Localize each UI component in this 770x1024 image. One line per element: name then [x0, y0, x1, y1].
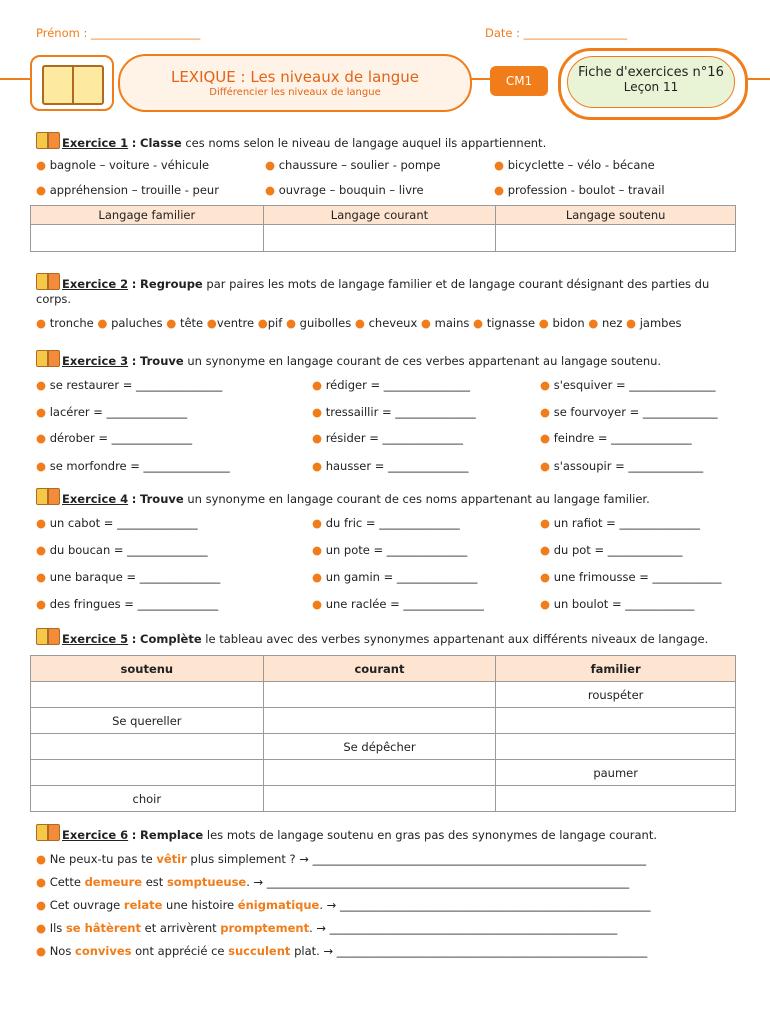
header-line-right — [745, 78, 770, 80]
table-header: Langage courant — [263, 206, 496, 225]
list-item: ● se restaurer = _______________ — [36, 378, 223, 392]
sheet-info-panel — [558, 48, 748, 120]
sentence-item: ● Nos convives ont apprécié ce succulent plat. → ______________________________________________________ — [36, 944, 648, 958]
logo-box — [30, 55, 114, 111]
table-cell[interactable] — [31, 682, 264, 708]
list-item: ● résider = ______________ — [312, 431, 463, 445]
exercise5-table — [30, 655, 736, 812]
table-header: familier — [496, 656, 736, 682]
list-item: ● s'assoupir = _____________ — [540, 459, 704, 473]
list-item: ● une raclée = ______________ — [312, 597, 484, 611]
page-subtitle: Différencier les niveaux de langue — [209, 87, 381, 98]
sentence-item: ● Ils se hâtèrent et arrivèrent promptement. → __________________________________________________ — [36, 921, 618, 935]
answer-line[interactable]: ______________________________________________________ — [339, 898, 651, 912]
list-item: ● tressaillir = ______________ — [312, 405, 476, 419]
list-item: ● du fric = ______________ — [312, 516, 460, 530]
table-cell[interactable] — [496, 786, 736, 812]
list-item: ● appréhension – trouille - peur — [36, 183, 219, 197]
list-item: ● ouvrage – bouquin – livre — [265, 183, 424, 197]
table-cell[interactable] — [496, 734, 736, 760]
list-item: ● bicyclette – vélo - bécane — [494, 158, 655, 172]
prenom-field[interactable]: Prénom : ___________________ — [36, 26, 201, 40]
table-header: soutenu — [31, 656, 264, 682]
table-cell[interactable]: rouspéter — [496, 682, 736, 708]
exercise1-title: Exercice 1 : Classe ces noms selon le niveau de langage auquel ils appartiennent. — [36, 132, 546, 150]
exercise4-title: Exercice 4 : Trouve un synonyme en langage courant de ces noms appartenant au langage familier. — [36, 488, 650, 506]
header-line-mid — [470, 78, 490, 80]
list-item: ● bagnole – voiture - véhicule — [36, 158, 210, 172]
table-cell[interactable]: Se quereller — [31, 708, 264, 734]
table-cell[interactable] — [31, 225, 264, 252]
list-item: ● se fourvoyer = _____________ — [540, 405, 718, 419]
book-icon — [42, 65, 104, 105]
answer-line[interactable]: ______________________________________________________ — [336, 944, 648, 958]
table-cell[interactable] — [263, 760, 496, 786]
table-row — [31, 786, 736, 812]
list-item: ● se morfondre = _______________ — [36, 459, 230, 473]
answer-line[interactable]: __________________________________________________ — [329, 921, 618, 935]
table-cell[interactable] — [31, 734, 264, 760]
page-title: LEXIQUE : Les niveaux de langue — [170, 68, 420, 86]
table-row — [31, 682, 736, 708]
list-item: ● dérober = ______________ — [36, 431, 193, 445]
list-item: ● une frimousse = ____________ — [540, 570, 722, 584]
list-item: ● un gamin = ______________ — [312, 570, 478, 584]
exercise2-title: Exercice 2 : Regroupe par paires les mots de langage familier et de langage courant désignant des parties du — [36, 273, 709, 291]
list-item: ● rédiger = _______________ — [312, 378, 471, 392]
table-header: courant — [263, 656, 496, 682]
list-item: ● du boucan = ______________ — [36, 543, 208, 557]
table-row — [31, 760, 736, 786]
exercise1-table — [30, 205, 736, 252]
sentence-item: ● Cet ouvrage relate une histoire énigmatique. → ______________________________________________________ — [36, 898, 651, 912]
table-row — [31, 734, 736, 760]
exercise5-title: Exercice 5 : Complète le tableau avec des verbes synonymes appartenant aux différents niveaux de langage. — [36, 628, 708, 646]
list-item: ● des fringues = ______________ — [36, 597, 219, 611]
exercise2-title-cont: corps. — [36, 292, 72, 306]
book-icon — [36, 350, 60, 367]
list-item: ● une baraque = ______________ — [36, 570, 221, 584]
list-item: ● un cabot = ______________ — [36, 516, 198, 530]
book-icon — [36, 628, 60, 645]
list-item: ● un pote = ______________ — [312, 543, 468, 557]
list-item: ● chaussure – soulier - pompe — [265, 158, 441, 172]
book-icon — [36, 273, 60, 290]
table-cell[interactable] — [263, 786, 496, 812]
book-icon — [36, 824, 60, 841]
list-item: ● un rafiot = ______________ — [540, 516, 700, 530]
list-item: ● du pot = _____________ — [540, 543, 683, 557]
word-list: ● tronche ● paluches ● tête ●ventre ●pif ● guibolles ● cheveux ● mains ● tignasse ● bidon ● nez ● jambes — [36, 316, 682, 330]
table-cell[interactable] — [496, 225, 736, 252]
date-field[interactable]: Date : __________________ — [485, 26, 628, 40]
list-item: ● lacérer = ______________ — [36, 405, 188, 419]
title-panel — [118, 54, 472, 112]
table-header: Langage familier — [31, 206, 264, 225]
level-badge: CM1 — [490, 66, 548, 96]
header-line-left — [0, 78, 30, 80]
table-cell[interactable] — [263, 708, 496, 734]
list-item: ● un boulot = ____________ — [540, 597, 695, 611]
answer-line[interactable]: _______________________________________________________________ — [266, 875, 630, 889]
lesson-number: Leçon 11 — [623, 80, 679, 94]
table-header: Langage soutenu — [496, 206, 736, 225]
exercise6-title: Exercice 6 : Remplace les mots de langage soutenu en gras pas des synonymes de langage courant. — [36, 824, 657, 842]
sentence-item: ● Ne peux-tu pas te vêtir plus simplement ? → __________________________________________________________ — [36, 852, 647, 866]
table-cell[interactable]: choir — [31, 786, 264, 812]
table-cell[interactable] — [31, 760, 264, 786]
list-item: ● feindre = ______________ — [540, 431, 692, 445]
list-item: ● hausser = ______________ — [312, 459, 469, 473]
table-cell[interactable]: Se dépêcher — [263, 734, 496, 760]
table-cell[interactable] — [263, 682, 496, 708]
sentence-item: ● Cette demeure est somptueuse. → _______________________________________________________________ — [36, 875, 630, 889]
table-cell[interactable] — [496, 708, 736, 734]
table-row — [31, 708, 736, 734]
sheet-number: Fiche d'exercices n°16 — [578, 65, 724, 80]
list-item: ● profession - boulot – travail — [494, 183, 665, 197]
exercise3-title: Exercice 3 : Trouve un synonyme en langage courant de ces verbes appartenant au langage soutenu. — [36, 350, 661, 368]
table-cell[interactable]: paumer — [496, 760, 736, 786]
book-icon — [36, 132, 60, 149]
book-icon — [36, 488, 60, 505]
table-cell[interactable] — [263, 225, 496, 252]
answer-line[interactable]: __________________________________________________________ — [312, 852, 647, 866]
list-item: ● s'esquiver = _______________ — [540, 378, 716, 392]
